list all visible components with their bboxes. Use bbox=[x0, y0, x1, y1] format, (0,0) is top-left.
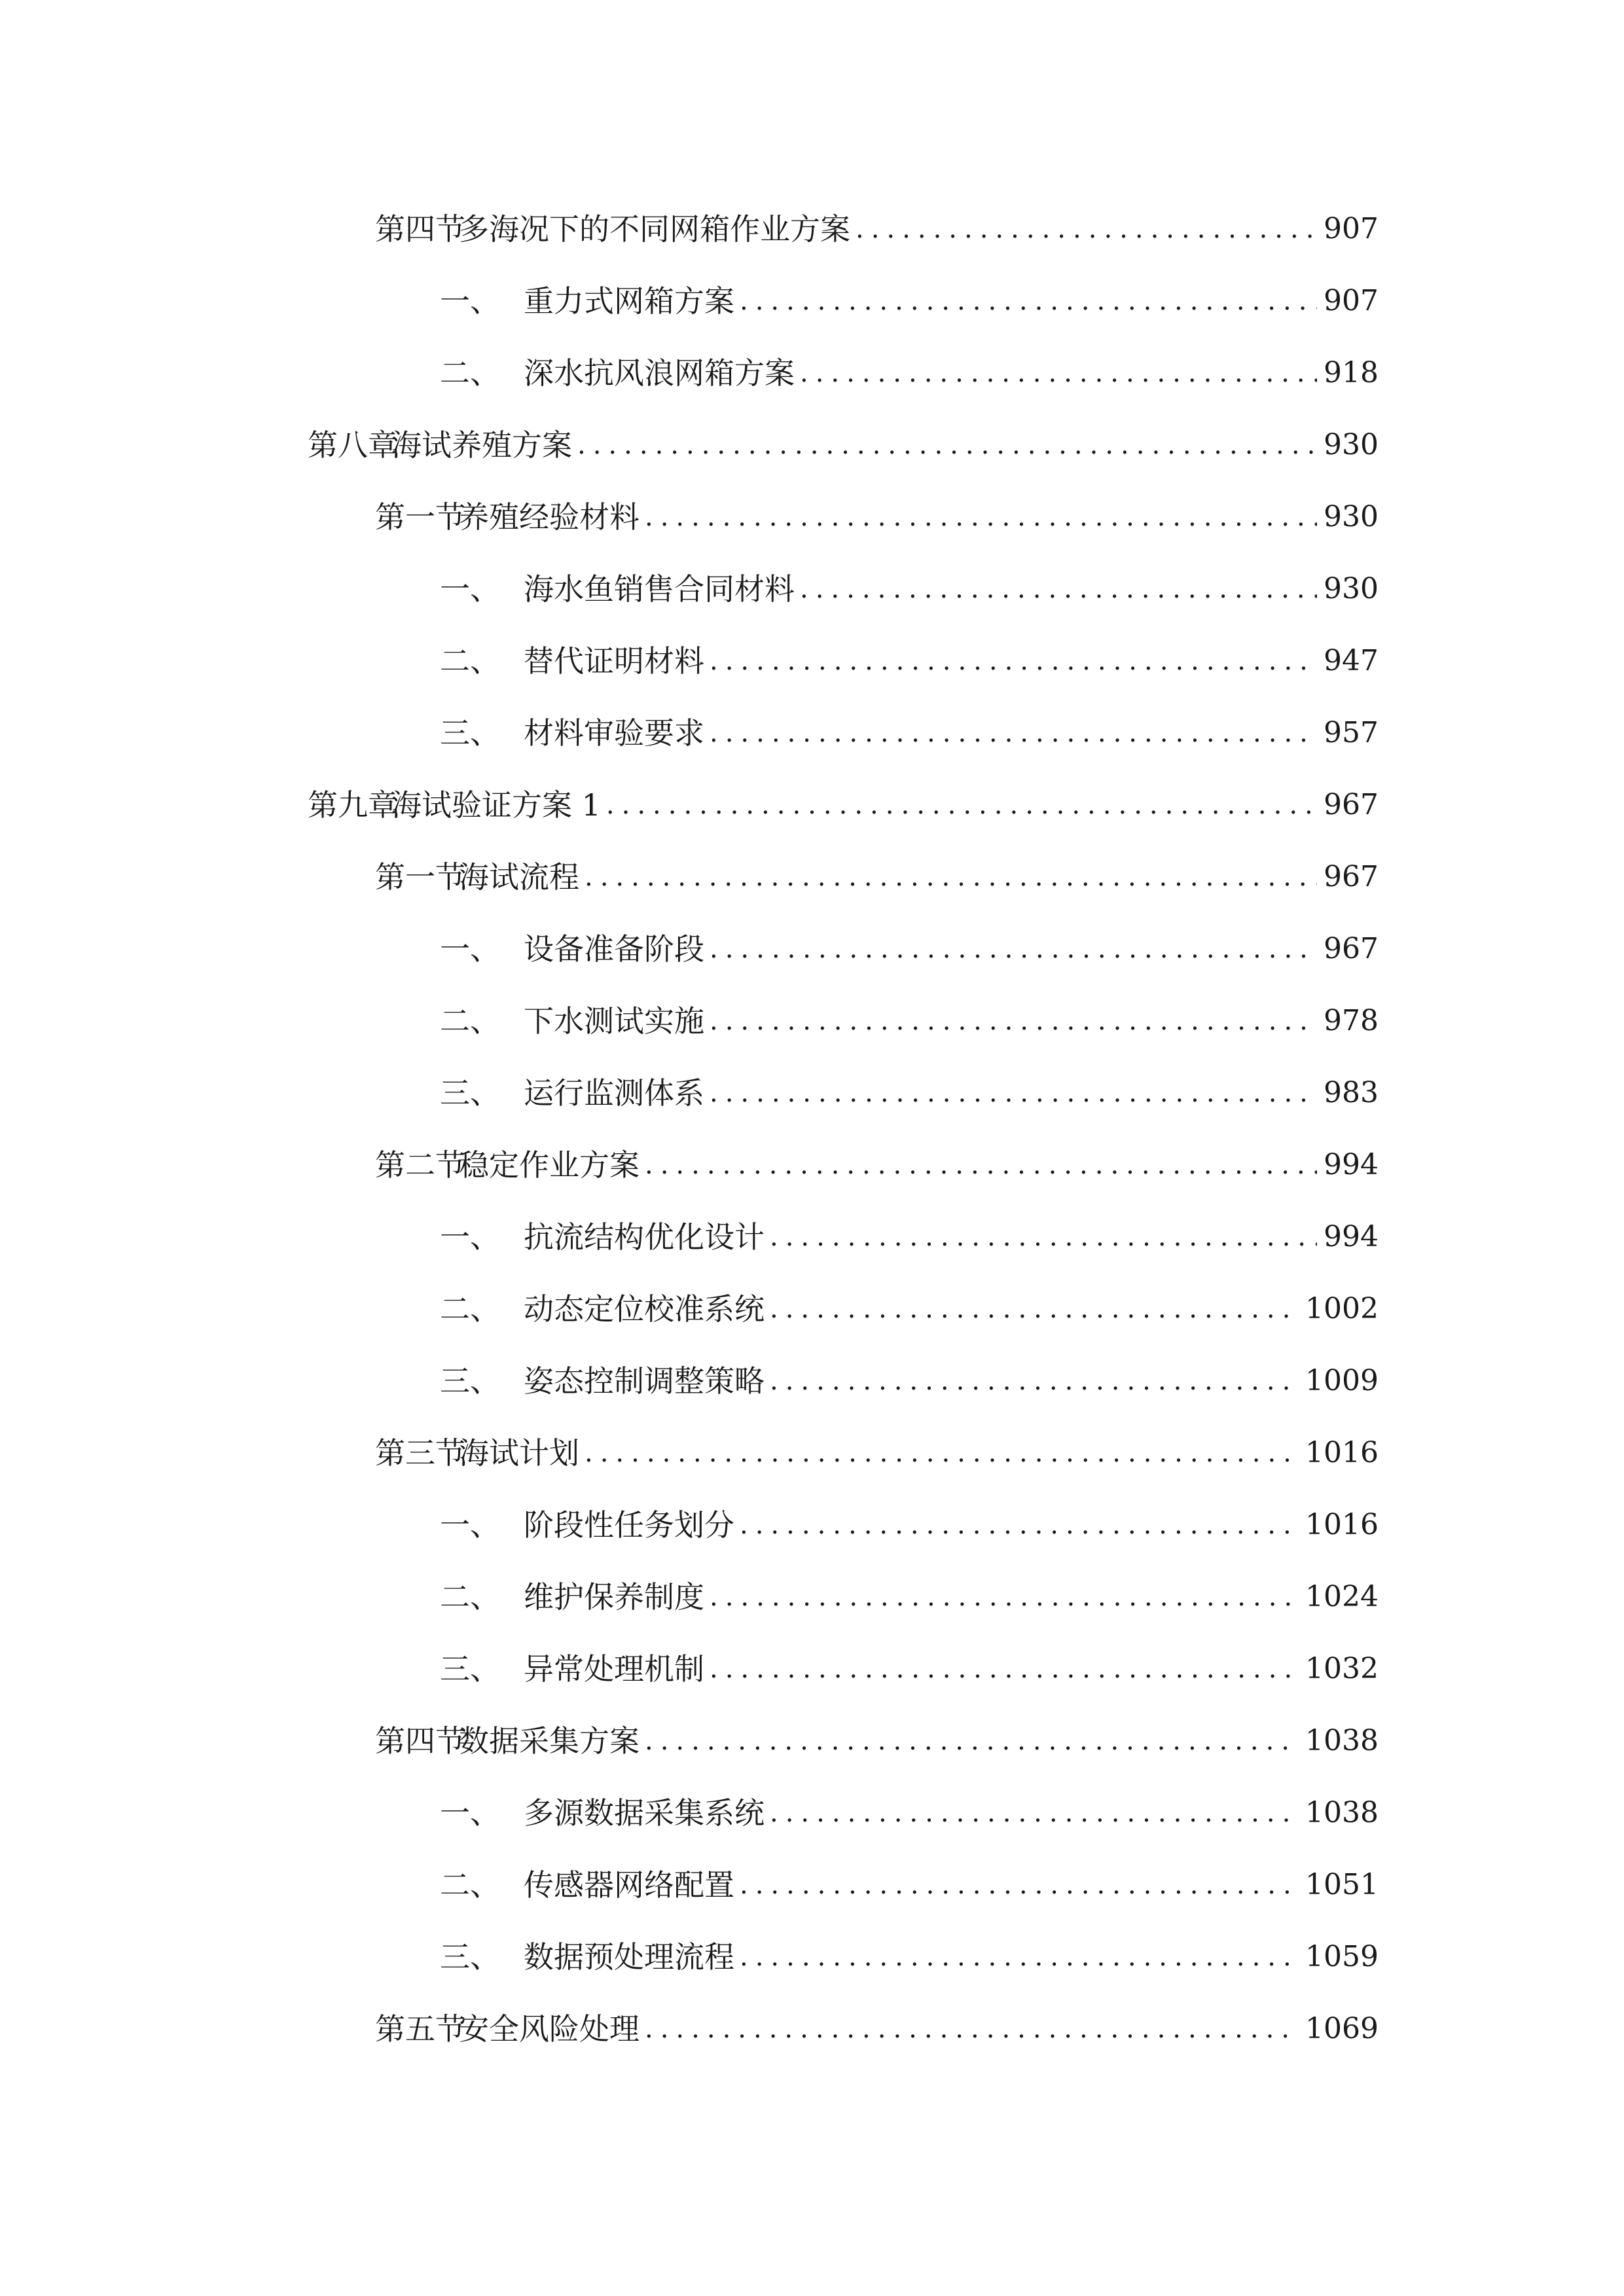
dot-leader bbox=[740, 1928, 1299, 1986]
entry-number: 三、 bbox=[440, 1939, 500, 1975]
page-number: 918 bbox=[1324, 356, 1379, 389]
page-number: 1032 bbox=[1305, 1652, 1379, 1685]
entry-title: 数据采集方案 bbox=[459, 1723, 640, 1759]
entry-title: 安全风险处理 bbox=[459, 2011, 640, 2047]
entry-number: 第一节 bbox=[375, 499, 465, 535]
dot-leader bbox=[710, 1640, 1299, 1698]
toc-entry[interactable] bbox=[440, 560, 1379, 619]
entry-number: 三、 bbox=[440, 1075, 500, 1111]
toc-entry[interactable] bbox=[375, 488, 1379, 547]
toc-entry[interactable] bbox=[375, 848, 1379, 906]
entry-number: 二、 bbox=[440, 643, 500, 679]
entry-title: 阶段性任务划分 bbox=[524, 1507, 734, 1543]
entry-number: 一、 bbox=[440, 1507, 500, 1543]
toc-entry[interactable] bbox=[440, 1568, 1379, 1626]
page-number: 967 bbox=[1324, 860, 1379, 893]
entry-title: 稳定作业方案 bbox=[459, 1147, 640, 1183]
entry-title: 海试计划 bbox=[459, 1435, 579, 1471]
toc-entry[interactable] bbox=[440, 1640, 1379, 1698]
entry-title: 多海况下的不同网箱作业方案 bbox=[459, 211, 850, 247]
entry-number: 第八章 bbox=[308, 427, 398, 463]
page-number: 930 bbox=[1324, 500, 1379, 533]
entry-title: 传感器网络配置 bbox=[524, 1867, 734, 1903]
entry-number: 二、 bbox=[440, 355, 500, 391]
toc-entry[interactable] bbox=[308, 416, 1379, 475]
page-number: 1051 bbox=[1305, 1868, 1379, 1901]
page-number: 930 bbox=[1324, 572, 1379, 605]
dot-leader bbox=[800, 560, 1317, 619]
dot-leader bbox=[710, 704, 1317, 762]
toc-entry[interactable] bbox=[440, 920, 1379, 978]
toc-entry[interactable] bbox=[440, 1352, 1379, 1410]
page-number: 1038 bbox=[1305, 1796, 1379, 1829]
dot-leader bbox=[577, 416, 1317, 475]
entry-title: 维护保养制度 bbox=[524, 1579, 704, 1615]
dot-leader bbox=[710, 992, 1317, 1050]
page-number: 1059 bbox=[1305, 1940, 1379, 1973]
toc-entry[interactable] bbox=[375, 1424, 1379, 1482]
entry-title: 养殖经验材料 bbox=[459, 499, 640, 535]
page-number: 1009 bbox=[1305, 1364, 1379, 1397]
page-number: 994 bbox=[1324, 1148, 1379, 1181]
toc-entry[interactable] bbox=[375, 1136, 1379, 1194]
toc-entry[interactable] bbox=[440, 1928, 1379, 1986]
page-number: 930 bbox=[1324, 428, 1379, 461]
entry-number: 第二节 bbox=[375, 1147, 465, 1183]
page-number: 1069 bbox=[1305, 2012, 1379, 2045]
toc-entry[interactable] bbox=[440, 344, 1379, 403]
dot-leader bbox=[740, 1496, 1299, 1554]
entry-number: 一、 bbox=[440, 1219, 500, 1255]
toc-entry[interactable] bbox=[440, 632, 1379, 691]
entry-number: 二、 bbox=[440, 1291, 500, 1327]
entry-number: 第三节 bbox=[375, 1435, 465, 1471]
toc-entry[interactable] bbox=[375, 2000, 1379, 2058]
entry-title: 材料审验要求 bbox=[524, 715, 704, 751]
entry-number: 第五节 bbox=[375, 2011, 465, 2047]
page-number: 983 bbox=[1324, 1076, 1379, 1109]
entry-number: 一、 bbox=[440, 1795, 500, 1831]
page-number: 907 bbox=[1324, 212, 1379, 245]
toc-entry[interactable] bbox=[440, 1208, 1379, 1266]
dot-leader bbox=[606, 776, 1317, 834]
entry-number: 第九章 bbox=[308, 787, 398, 823]
page-number: 1016 bbox=[1305, 1508, 1379, 1541]
entry-number: 三、 bbox=[440, 1363, 500, 1399]
dot-leader bbox=[710, 632, 1317, 691]
page-number: 978 bbox=[1324, 1004, 1379, 1037]
page-number: 967 bbox=[1324, 932, 1379, 965]
entry-number: 三、 bbox=[440, 715, 500, 751]
toc-entry[interactable] bbox=[440, 704, 1379, 762]
entry-title: 动态定位校准系统 bbox=[524, 1291, 765, 1327]
toc-entry[interactable] bbox=[375, 1712, 1379, 1770]
dot-leader bbox=[645, 1136, 1317, 1194]
entry-title: 姿态控制调整策略 bbox=[524, 1363, 765, 1399]
entry-title: 海试流程 bbox=[459, 859, 579, 895]
dot-leader bbox=[645, 1712, 1299, 1770]
entry-title: 设备准备阶段 bbox=[524, 931, 704, 967]
dot-leader bbox=[856, 200, 1317, 259]
dot-leader bbox=[710, 920, 1317, 978]
entry-title: 替代证明材料 bbox=[524, 643, 704, 679]
entry-number: 二、 bbox=[440, 1003, 500, 1039]
toc-entry[interactable] bbox=[440, 1856, 1379, 1914]
entry-title: 异常处理机制 bbox=[524, 1651, 704, 1687]
entry-number: 第四节 bbox=[375, 211, 465, 247]
toc-entry[interactable] bbox=[375, 200, 1379, 259]
page-number: 967 bbox=[1324, 788, 1379, 821]
page-number: 1002 bbox=[1305, 1292, 1379, 1325]
page-number: 957 bbox=[1324, 716, 1379, 749]
dot-leader bbox=[740, 272, 1317, 331]
page-number: 947 bbox=[1324, 644, 1379, 677]
entry-number: 一、 bbox=[440, 283, 500, 319]
toc-entry[interactable] bbox=[440, 1496, 1379, 1554]
entry-number: 一、 bbox=[440, 571, 500, 607]
dot-leader bbox=[740, 1856, 1299, 1914]
entry-title: 海试养殖方案 bbox=[391, 427, 572, 463]
entry-title: 抗流结构优化设计 bbox=[524, 1219, 765, 1255]
entry-number: 第一节 bbox=[375, 859, 465, 895]
entry-title: 海试验证方案 1 bbox=[391, 787, 601, 823]
page-number: 994 bbox=[1324, 1220, 1379, 1253]
dot-leader bbox=[585, 848, 1317, 906]
dot-leader bbox=[770, 1784, 1299, 1842]
dot-leader bbox=[800, 344, 1317, 403]
entry-number: 三、 bbox=[440, 1651, 500, 1687]
entry-number: 二、 bbox=[440, 1579, 500, 1615]
entry-title: 多源数据采集系统 bbox=[524, 1795, 765, 1831]
entry-title: 数据预处理流程 bbox=[524, 1939, 734, 1975]
page-number: 1038 bbox=[1305, 1724, 1379, 1757]
dot-leader bbox=[770, 1208, 1317, 1266]
page-number: 1024 bbox=[1305, 1580, 1379, 1613]
entry-title: 运行监测体系 bbox=[524, 1075, 704, 1111]
dot-leader bbox=[645, 2000, 1299, 2058]
entry-number: 二、 bbox=[440, 1867, 500, 1903]
dot-leader bbox=[710, 1568, 1299, 1626]
dot-leader bbox=[770, 1352, 1299, 1410]
entry-number: 第四节 bbox=[375, 1723, 465, 1759]
page-number: 1016 bbox=[1305, 1436, 1379, 1469]
dot-leader bbox=[645, 488, 1317, 547]
toc-entry[interactable] bbox=[440, 1064, 1379, 1122]
entry-title: 下水测试实施 bbox=[524, 1003, 704, 1039]
toc-entry[interactable] bbox=[308, 776, 1379, 834]
dot-leader bbox=[585, 1424, 1299, 1482]
dot-leader bbox=[770, 1280, 1299, 1338]
entry-title: 海水鱼销售合同材料 bbox=[524, 571, 795, 607]
toc-entry[interactable] bbox=[440, 992, 1379, 1050]
toc-entry[interactable] bbox=[440, 1784, 1379, 1842]
toc-entry[interactable] bbox=[440, 1280, 1379, 1338]
entry-number: 一、 bbox=[440, 931, 500, 967]
page-number: 907 bbox=[1324, 284, 1379, 317]
toc-entry[interactable] bbox=[440, 272, 1379, 331]
dot-leader bbox=[710, 1064, 1317, 1122]
entry-title: 重力式网箱方案 bbox=[524, 283, 734, 319]
entry-title: 深水抗风浪网箱方案 bbox=[524, 355, 795, 391]
